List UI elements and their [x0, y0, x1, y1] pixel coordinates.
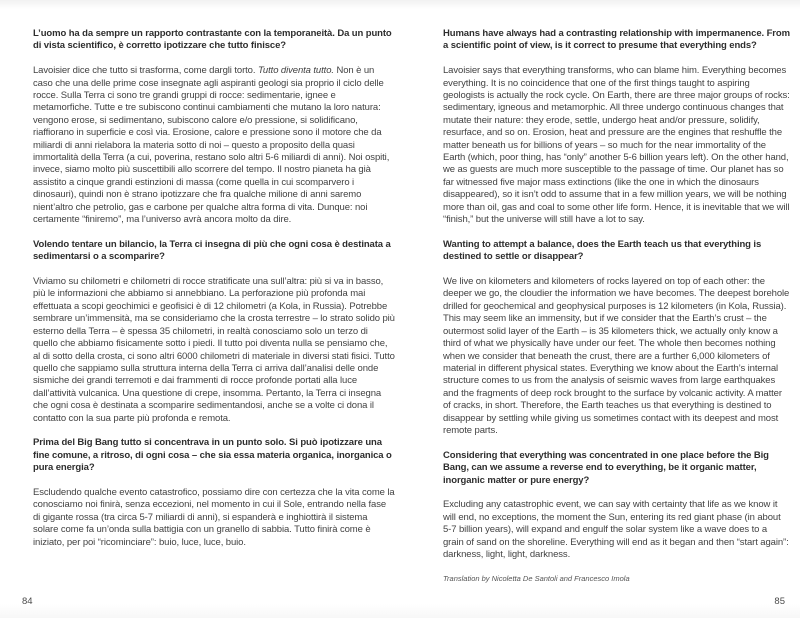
paragraph-text: Non è un caso che una delle prime cose insegnate agli aspiranti geologi sia proprio il ciclo delle rocce. Sulla Terra ci sono tre grandi gruppi di rocce: sedimentarie, ignee e metamorfiche. Tutte e tre subiscono continui cambiamenti che mutano la loro natura: vengono erose, si sedimentano, subiscono calore e/o pressione, si solidificano, riaffiorano in superficie e così via. Erosione, calore e pressione sono il motore che da miliardi di anni rielabora la materia sotto di noi – questo a proposito della quasi immortalità della Terra (a cui, poverina, restano solo altri 5-6 miliardi di anni). Noi ospiti, invece, siamo molto più suscettibili allo scorrere del tempo. Il nostro pianeta ha già assistito a cinque grandi estinzioni di massa (come quella in cui scomparvero i dinosauri), quindi non è strano ipotizzare che fra qualche milione di anni saremo nient’altro che petrolio, gas e carbone per qualche altra forma di vita. Dunque: noi certamente “finiremo”, ma l’universo avrà ancora molto da dire.: [33, 65, 390, 226]
italic-phrase: Tutto diventa tutto.: [257, 65, 334, 77]
page-number-right: 85: [774, 596, 785, 607]
page-number-left: 84: [22, 596, 33, 607]
question-heading: Volendo tentare un bilancio, la Terra ci insegna di più che ogni cosa è destinata a sedimentarsi o a scomparire?: [33, 238, 391, 263]
question-heading: Prima del Big Bang tutto si concentrava in un punto solo. Si può ipotizzare una fine comune, a ritroso, di ogni cosa – che sia essa materia organica, inorganica o pura energia?: [33, 437, 392, 474]
paragraph-text: Lavoisier dice che tutto si trasforma, come dargli torto.: [33, 65, 258, 77]
left-text-column: [33, 28, 395, 561]
answer-paragraph: Viviamo su chilometri e chilometri di rocce stratificate una sull’altra: più si va in basso, più le informazioni che abbiamo si annebbiano. La perforazione più profonda mai effettuata a scopi geochimici e geofisici è di 12 chilometri (a Kola, in Russia). Potrebbe sembrare un’immensità, ma se consideriamo che la crosta terrestre – lo strato solido più esterno della Terra – è spessa 35 chilometri, in realtà conosciamo solo un terzo di quello che abbiamo fisicamente sotto i piedi. Il tutto poi diventa nulla se pensiamo che, al di sotto della crosta, ci sono altri 6000 chilometri di materiale in diversi stati fisici. Tutto quello che sappiamo sulla struttura interna della Terra ci arriva dall’analisi delle onde sismiche dei grandi terremoti e dai frammenti di rocce profonde portati alla luce dall’attività vulcanica. Una questione di crepe, insomma. Pertanto, la Terra ci insegna che ogni cosa è destinata a scomparire sedimentandosi, anche se a volte ci dona il contatto con la sua parte più profonda e remota.: [33, 276, 395, 424]
question-heading: Considering that everything was concentrated in one place before the Big Bang, can we assume a reverse end to everything, be it organic matter, inorganic matter or pure energy?: [443, 449, 769, 486]
answer-paragraph: Lavoisier says that everything transforms, who can blame him. Everything becomes everything. It is no coincidence that one of the first things taught to aspiring geologists is actually the rock cycle. On Earth, there are three major groups of rocks: sedimentary, igneous and metamorphic. All three undergo continuous changes that mutate their nature: they erode, settle, undergo heat and/or pressure, solidify, resurface, and so on. Erosion, heat and pressure are the engines that reshuffle the matter beneath us for billions of years – so much for the near immortality of the Earth (which, poor thing, has “only” another 5-6 billion years left). On the other hand, we as guests are much more susceptible to the passage of time. Our planet has so far witnessed five major mass extinctions (like the one in which the dinosaurs disappeared), so it isn’t odd to assume that in a few million years, we will be nothing more than oil, gas and coal to some other life form. Hence, it is inevitable that we will “finish,” but the universe will still have a lot to say.: [443, 65, 790, 226]
question-heading: Humans have always had a contrasting relationship with impermanence. From a scientific point of view, is it correct to presume that everything ends?: [443, 28, 790, 52]
answer-paragraph: [33, 65, 395, 226]
answer-paragraph: Excluding any catastrophic event, we can say with certainty that life as we know it will end, no exceptions, the moment the Sun, entering its red giant phase (in about 5-7 billion years), will expand and engulf the solar system like a wave does to a grain of sand on the shoreline. Everything will end as it began and then “start again”: darkness, light, light, darkness.: [443, 499, 789, 560]
question-heading: L’uomo ha da sempre un rapporto contrastante con la temporaneità. Da un punto di vista scientifico, è corretto ipotizzare che tutto finisce?: [33, 28, 392, 52]
answer-paragraph: We live on kilometers and kilometers of rocks layered on top of each other: the deeper we go, the cloudier the information we have becomes. The deepest borehole drilled for geochemical and geophysical purposes is 12 kilometers (in Kola, Russia). This may seem like an immensity, but if we consider that the Earth’s crust – the outermost solid layer of the Earth – is 35 kilometers thick, we actually only know a third of what we physically have under our feet. The whole then becomes nothing when we consider that beneath the crust, there are a further 6,000 kilometers of material in different physical states. Everything we know about the Earth’s internal structure comes to us from the analysis of seismic waves from large earthquakes and the fragments of deep rock brought to the surface by volcanic activity. A matter of cracks, in short. Therefore, the Earth teaches us that everything is destined to disappear by settling while giving us sometimes contact with its deepest and most remote parts.: [443, 276, 790, 436]
right-text-column: [443, 28, 790, 583]
question-heading: Wanting to attempt a balance, does the Earth teach us that everything is destined to settle or disappear?: [443, 238, 762, 263]
right-page: [400, 0, 800, 618]
translation-credit: Translation by Nicoletta De Santoli and Francesco Imola: [443, 573, 630, 583]
answer-paragraph: Escludendo qualche evento catastrofico, possiamo dire con certezza che la vita come la conosciamo noi finirà, senza eccezioni, nel momento in cui il Sole, entrando nella fase di gigante rossa (tra circa 5-7 miliardi di anni), si espanderà e inghiottirà il sistema solare come fa un’onda sulla battigia con un granello di sabbia. Tutto finirà come è iniziato, per poi “ricominciare”: buio, luce, luce, buio.: [33, 486, 395, 548]
